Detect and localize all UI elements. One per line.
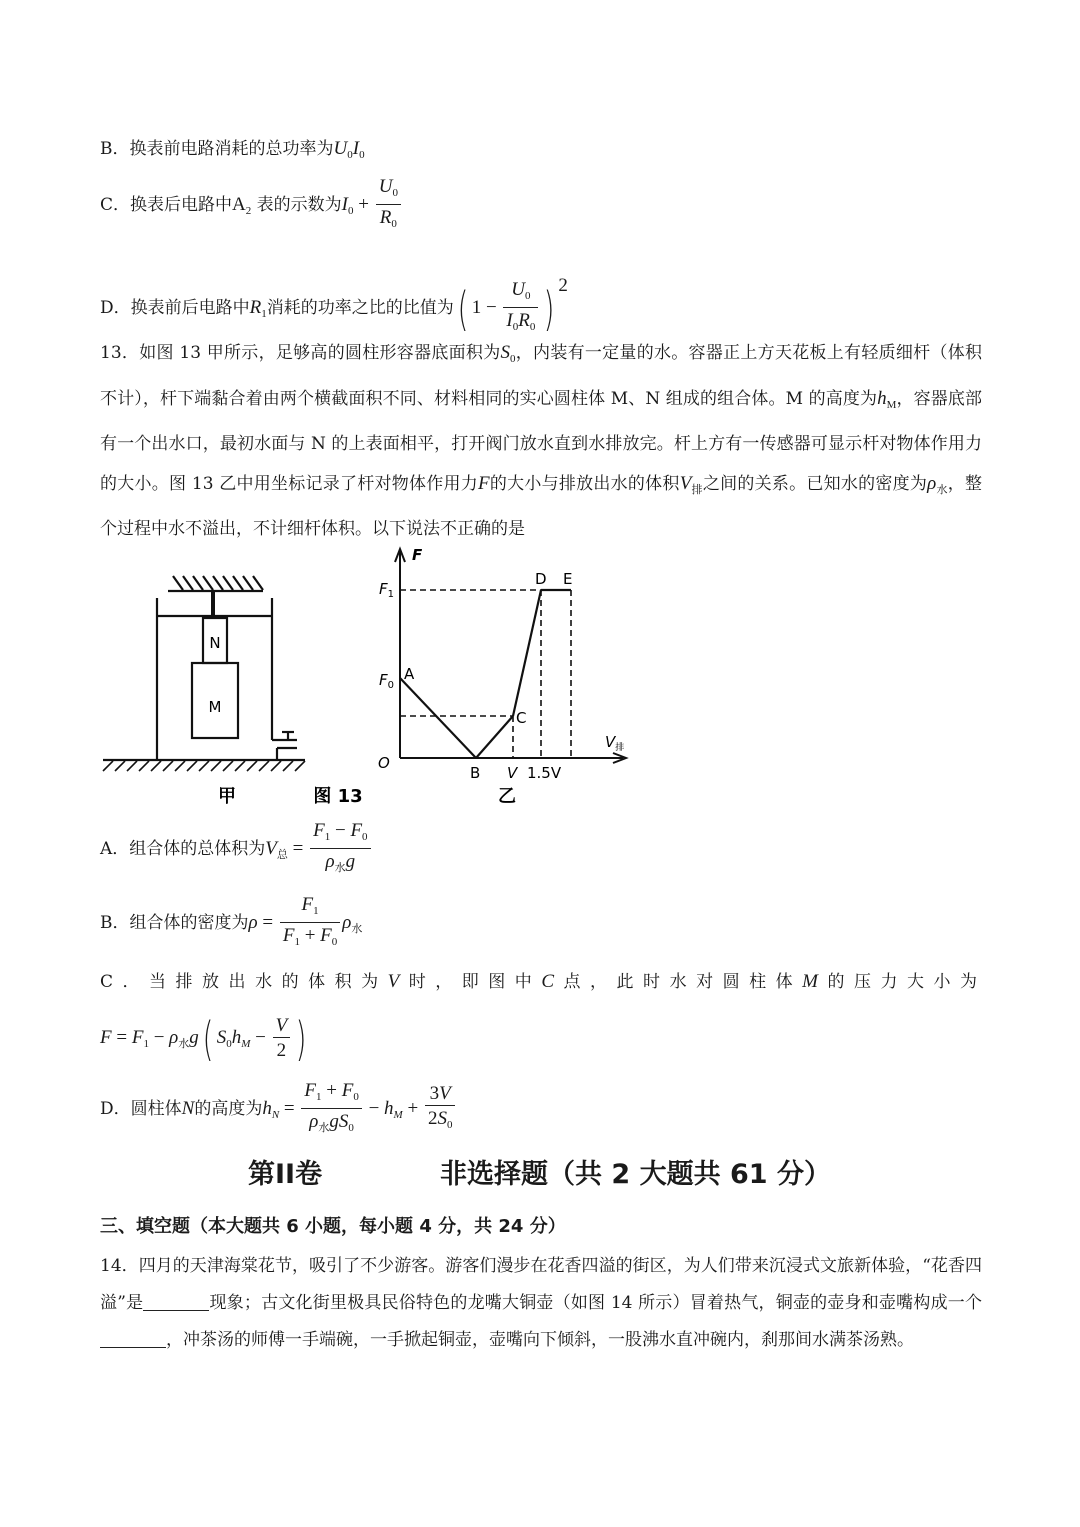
q12-option-c-meter: $A_2$ bbox=[232, 194, 252, 217]
q13-stem-part-3: ，容器底部有一个出水口，最初水面与 N 的上表面相平，打开阀门放水直到水排放完。杆上方有一传感器可显示杆对物体作用力的大小。图 13 乙中用坐标记录了杆对物体作用力 bbox=[100, 389, 982, 494]
q14-text bbox=[100, 1248, 982, 1359]
q13-option-c-text-1: C．当排放出水的体积为 bbox=[100, 972, 388, 992]
label-yi: 乙 bbox=[498, 786, 516, 807]
q12-option-c bbox=[100, 176, 403, 239]
q14-text-3: ，冲茶汤的师傅一手端碗，一手掀起铜壶，壶嘴向下倾斜，一股沸水直冲碗内，刹那间水满茶汤熟。 bbox=[166, 1330, 914, 1350]
label-fig13: 图 13 bbox=[313, 786, 363, 807]
q12-option-d-mid: 消耗的功率之比的比值为 bbox=[266, 298, 454, 318]
tick-1-5v-label: 1.5V bbox=[527, 764, 562, 782]
q13-option-d-mid: 的高度为 bbox=[194, 1099, 263, 1119]
q13-option-a-text: A．组合体的总体积为 bbox=[100, 839, 266, 859]
q12-option-d-formula: ( 1 − $\frac{U_0}{I_0R_0}$ ) $^2$ bbox=[454, 298, 568, 318]
q13-option-d: D．圆柱体N的高度为$h_N$ = $\frac{F_1 + F_0}{\rho_水gS_0}$ − $h_M$ + $\frac{3V}{2S_0}$ bbox=[100, 1080, 457, 1143]
q12-option-d bbox=[100, 256, 568, 344]
q14-blank-2[interactable] bbox=[100, 1329, 166, 1348]
q12-option-b-formula: $U_0I_0$ bbox=[333, 138, 365, 161]
q13-stem-part-1: 13．如图 13 甲所示，足够高的圆柱形容器底面积为 bbox=[100, 343, 501, 363]
point-a-label: A bbox=[404, 665, 415, 683]
point-d-label: D bbox=[535, 570, 547, 588]
tick-v-label: V bbox=[507, 764, 518, 782]
q14-text-1: 14．四月的天津海棠花节，吸引了不少游客。游客们漫步在花香四溢的街区，为人们带来沉浸式文旅新体验，“花香四溢”是 bbox=[100, 1256, 982, 1313]
q13-stem-part-4: 的大小与排放出水的体积 bbox=[489, 474, 680, 494]
q12-option-c-mid: 表的示数为 bbox=[256, 195, 342, 215]
section3-title: 三、填空题（本大题共 6 小题，每小题 4 分，共 24 分） bbox=[100, 1216, 566, 1237]
q13-option-a-fraction: $\frac{F_1 - F_0}{\rho_水g}$ bbox=[310, 820, 370, 879]
q14-text-2: 现象；古文化街里极具民俗特色的龙嘴大铜壶（如图 14 所示）冒着热气，铜壶的壶身和壶嘴构成一个 bbox=[209, 1293, 982, 1313]
part2-title-left: 第II卷 bbox=[248, 1159, 323, 1190]
block-n-label: N bbox=[209, 634, 221, 652]
q12-option-d-resistor: $R_1$ bbox=[249, 297, 267, 320]
origin-label: O bbox=[378, 754, 390, 772]
q12-option-c-formula: $I_0$ + bbox=[341, 194, 374, 217]
q13-stem-part-5: 之间的关系。已知水的密度为 bbox=[702, 474, 928, 494]
q12-option-d-text: D．换表前后电路中 bbox=[100, 298, 250, 318]
q13-stem-part-2: ，内装有一定量的水。容器正上方天花板上有轻质细杆（体积不计），杆下端黏合着由两个横截面积不同、材料相同的实心圆柱体 M、N 组成的组合体。M 的高度为 bbox=[100, 343, 983, 409]
q13-density-symbol: $\rho_水$ bbox=[927, 473, 948, 496]
point-b-label: B bbox=[470, 764, 481, 782]
point-c-label: C bbox=[516, 709, 527, 727]
q13-option-c: C．当排放出水的体积为V时，即图中C点，此时水对圆柱体M的压力大小为 bbox=[100, 971, 983, 992]
q13-option-b-text: B．组合体的密度为 bbox=[100, 913, 249, 933]
q12-option-c-fraction: $\frac{U_0}{R_0}$ bbox=[376, 176, 401, 235]
q13-area-symbol: $S_0$ bbox=[500, 342, 516, 365]
point-e-label: E bbox=[563, 570, 573, 588]
axis-v-label: $V_排$ bbox=[605, 733, 625, 753]
q13-volume-symbol: $V_排$ bbox=[679, 473, 703, 496]
q13-height-symbol: $h_M$ bbox=[877, 388, 897, 411]
q12-option-b-text: B．换表前电路消耗的总功率为 bbox=[100, 139, 334, 159]
block-m-label: M bbox=[208, 698, 222, 716]
q13-option-d-text: D．圆柱体 bbox=[100, 1099, 182, 1119]
q13-force-symbol: F bbox=[478, 473, 490, 494]
q13-option-a-formula: $V_总$ = bbox=[265, 838, 309, 861]
q13-option-c-formula: $F = F_1 - \rho_水g$( $S_0h_M$ − $\frac{V}{2}$ ) bbox=[100, 1011, 307, 1066]
q13-option-c-text-4: 的压力大小为 bbox=[822, 972, 983, 992]
q13-stem-part-6: ，整个过程中水不溢出，不计细杆体积。以下说法不正确的是 bbox=[100, 474, 983, 539]
axis-f-label: F bbox=[412, 546, 423, 564]
label-jia: 甲 bbox=[218, 786, 236, 807]
q13-stem bbox=[100, 333, 982, 549]
figure-13 bbox=[95, 540, 655, 815]
q13-option-c-text-3: 点，此时水对圆柱体 bbox=[559, 972, 803, 992]
q12-option-c-text: C．换表后电路中 bbox=[100, 195, 233, 215]
q13-option-b-fraction: $\frac{F_1}{F_1 + F_0}$ bbox=[280, 894, 340, 953]
tick-f0-label: $F_0$ bbox=[379, 671, 395, 691]
q12-option-b bbox=[100, 136, 365, 168]
q13-option-a bbox=[100, 820, 373, 883]
q13-option-b-formula: ρ = bbox=[248, 912, 278, 933]
q14-blank-1[interactable] bbox=[143, 1292, 209, 1311]
q13-option-c-text-2: 时，即图中 bbox=[404, 972, 542, 992]
q13-option-d-formula: $h_N$ = bbox=[262, 1098, 300, 1121]
part2-title-right: 非选择题（共 2 大题共 61 分） bbox=[440, 1159, 831, 1190]
q13-option-b: B．组合体的密度为ρ = $\frac{F_1}{F_1 + F_0}$ $\rho_水$ bbox=[100, 894, 362, 957]
tick-f1-label: $F_1$ bbox=[379, 580, 395, 600]
